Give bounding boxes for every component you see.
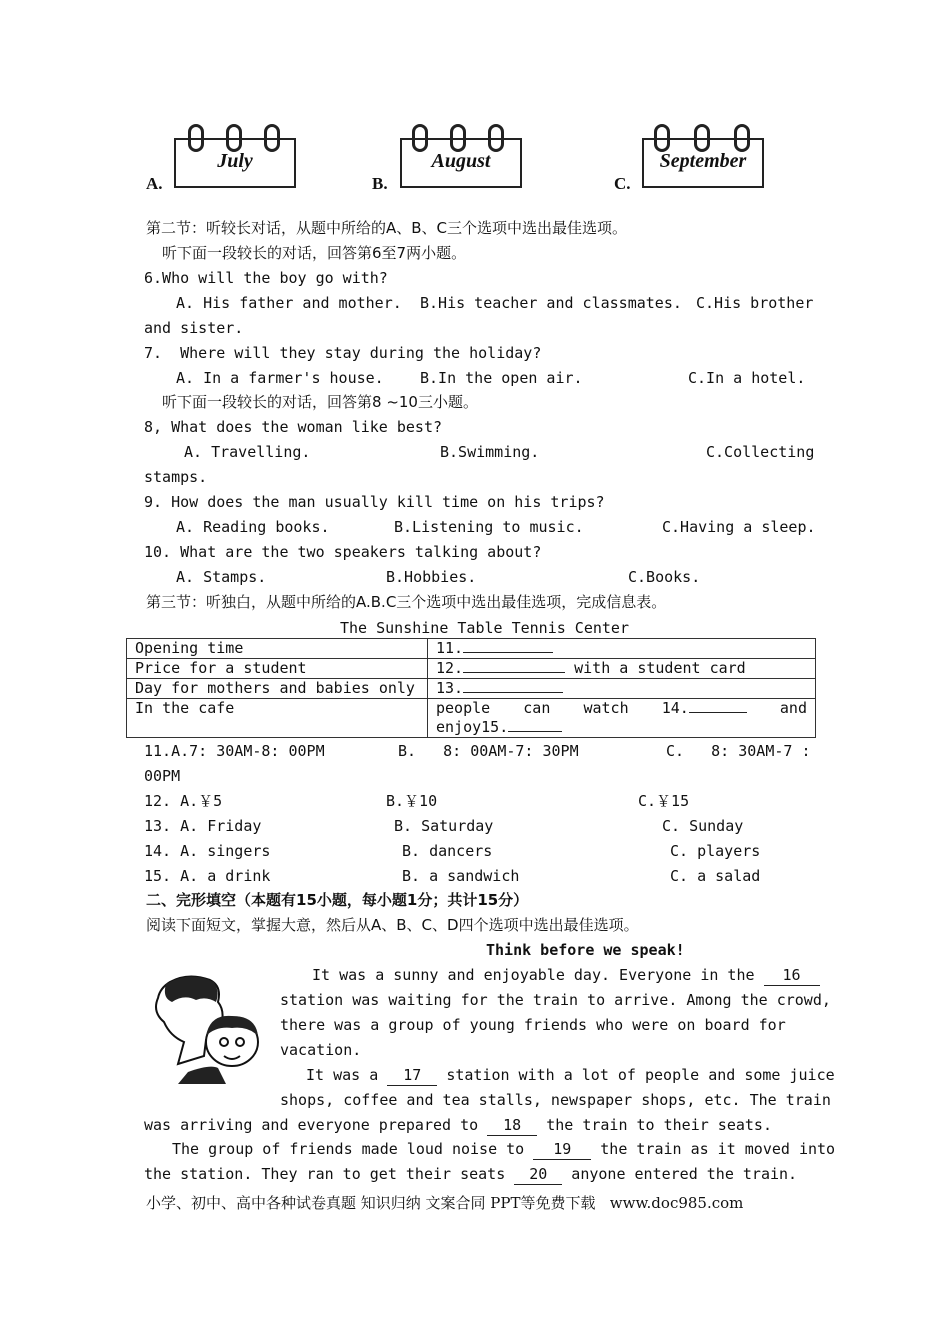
ring-icon xyxy=(734,124,750,152)
q15-option-b: B. a sandwich xyxy=(402,867,520,885)
blank-20: 20 xyxy=(514,1164,562,1185)
cell-text: 11. xyxy=(436,639,464,657)
cell-text: enjoy15. xyxy=(436,718,509,736)
q6-stem: 6.Who will the boy go with? xyxy=(144,269,388,287)
table-cell xyxy=(428,699,816,738)
q9-option-b: B.Listening to music. xyxy=(394,518,584,536)
q10-option-a: A. Stamps. xyxy=(176,568,267,586)
passage-text: It was a sunny and enjoyable day. Everyone in the xyxy=(312,966,755,984)
q9-option-a: A. Reading books. xyxy=(176,518,330,536)
option-letter: A. xyxy=(146,174,163,193)
blank-line xyxy=(463,672,565,673)
passage-line xyxy=(144,1115,772,1136)
table-cell xyxy=(428,639,816,659)
q12-option-c: C.￥15 xyxy=(638,792,690,810)
q10-stem: 10. What are the two speakers talking about? xyxy=(144,543,542,561)
blank-19: 19 xyxy=(533,1139,591,1160)
cell-text: 12. xyxy=(436,659,464,677)
blank-line xyxy=(689,712,747,713)
q6-option-a: A. His father and mother. xyxy=(176,294,402,312)
table-row xyxy=(127,699,816,738)
passage-text: was arriving and everyone prepared to xyxy=(144,1116,479,1134)
q12-option-b: B.￥10 xyxy=(386,792,438,810)
passage-line: vacation. xyxy=(280,1041,362,1059)
q8-option-b: B.Swimming. xyxy=(440,443,540,461)
table-row xyxy=(127,679,816,699)
option-letter: B. xyxy=(372,174,388,193)
q6-option-c: C.His brother xyxy=(696,294,814,312)
passage-text: the train to their seats. xyxy=(546,1116,772,1134)
section3-title: 第三节：听独白，从题中所给的A.B.C三个选项中选出最佳选项，完成信息表。 xyxy=(146,593,667,611)
passage-line xyxy=(172,1139,835,1160)
footer-text: 小学、初中、高中各种试卷真题 知识归纳 文案合同 PPT等免费下载 www.doc985.com xyxy=(146,1194,744,1212)
blank-line xyxy=(463,652,553,653)
q15-option-c: C. a salad xyxy=(670,867,761,885)
table-row xyxy=(127,639,816,659)
calendar-option-c xyxy=(614,118,764,194)
q11-option-a: 11.A.7: 30AM-8: 00PM xyxy=(144,742,325,760)
q7-stem: 7. Where will they stay during the holiday? xyxy=(144,344,542,362)
ring-icon xyxy=(488,124,504,152)
cell-text: and xyxy=(779,699,807,717)
q8-option-a: A. Travelling. xyxy=(184,443,311,461)
passage-line xyxy=(312,965,820,986)
q10-option-b: B.Hobbies. xyxy=(386,568,477,586)
ring-icon xyxy=(226,124,242,152)
table-title: The Sunshine Table Tennis Center xyxy=(340,619,629,637)
section2-intro-2: 听下面一段较长的对话，回答第8 ~10三小题。 xyxy=(162,393,478,411)
ring-icon xyxy=(450,124,466,152)
q8-stem: 8, What does the woman like best? xyxy=(144,418,443,436)
cell-blank-group xyxy=(662,699,747,718)
q6-option-c-cont: and sister. xyxy=(144,319,244,337)
section2-intro-1: 听下面一段较长的对话，回答第6至7两小题。 xyxy=(162,244,467,262)
ring-icon xyxy=(264,124,280,152)
part2-instructions: 阅读下面短文，掌握大意，然后从A、B、C、D四个选项中选出最佳选项。 xyxy=(146,916,639,934)
q11-option-c: C. 8: 30AM-7 : xyxy=(666,742,811,760)
table-cell: Opening time xyxy=(127,639,428,659)
q11-option-b: B. 8: 00AM-7: 30PM xyxy=(398,742,579,760)
cell-line xyxy=(436,699,807,718)
q7-option-a: A. In a farmer's house. xyxy=(176,369,384,387)
passage-text: station with a lot of people and some juice xyxy=(446,1066,835,1084)
q6-option-b: B.His teacher and classmates. xyxy=(420,294,682,312)
q13-option-b: B. Saturday xyxy=(394,817,494,835)
blank-18: 18 xyxy=(487,1115,537,1136)
q7-option-c: C.In a hotel. xyxy=(688,369,806,387)
q11-option-c-cont: 00PM xyxy=(144,767,181,785)
ring-icon xyxy=(694,124,710,152)
passage-text: It was a xyxy=(306,1066,379,1084)
passage-line: station was waiting for the train to arrive. Among the crowd, xyxy=(280,991,831,1009)
q14-option-b: B. dancers xyxy=(402,842,493,860)
q14-option-c: C. players xyxy=(670,842,761,860)
part2-title: 二、完形填空（本题有15小题，每小题1分；共计15分） xyxy=(146,891,529,909)
q7-option-b: B.In the open air. xyxy=(420,369,583,387)
q8-option-c: C.Collecting xyxy=(706,443,815,461)
table-cell: Day for mothers and babies only xyxy=(127,679,428,699)
q10-option-c: C.Books. xyxy=(628,568,701,586)
q14-option-a: 14. A. singers xyxy=(144,842,271,860)
month-label: September xyxy=(659,150,747,172)
ring-icon xyxy=(412,124,428,152)
q15-option-a: 15. A. a drink xyxy=(144,867,271,885)
passage-text: the station. They ran to get their seats xyxy=(144,1165,506,1183)
passage-line xyxy=(144,1164,797,1185)
passage-line: shops, coffee and tea stalls, newspaper shops, etc. The train xyxy=(280,1091,831,1109)
passage-line: there was a group of young friends who were on board for xyxy=(280,1016,786,1034)
table-cell: In the cafe xyxy=(127,699,428,738)
calendar-option-b xyxy=(372,118,522,194)
month-label: August xyxy=(431,150,491,172)
cell-text: 13. xyxy=(436,679,464,697)
q8-option-c-cont: stamps. xyxy=(144,468,208,486)
passage-line xyxy=(306,1065,835,1086)
info-table xyxy=(126,638,816,738)
cell-text: people xyxy=(436,699,491,717)
option-letter: C. xyxy=(614,174,631,193)
ring-icon xyxy=(188,124,204,152)
table-cell: Price for a student xyxy=(127,659,428,679)
cell-text: watch xyxy=(583,699,629,717)
ring-icon xyxy=(654,124,670,152)
q13-option-c: C. Sunday xyxy=(662,817,744,835)
q12-option-a: 12. A.￥5 xyxy=(144,792,223,810)
q9-stem: 9. How does the man usually kill time on his trips? xyxy=(144,493,605,511)
month-label: July xyxy=(217,150,253,172)
cell-text: can xyxy=(523,699,551,717)
blank-line xyxy=(463,692,563,693)
q13-option-a: 13. A. Friday xyxy=(144,817,262,835)
cell-line xyxy=(436,718,807,737)
cell-text: with a student card xyxy=(574,659,746,677)
calendar-option-a xyxy=(146,118,296,194)
passage-text: the train as it moved into xyxy=(600,1140,836,1158)
blank-line xyxy=(508,731,562,732)
section2-title: 第二节：听较长对话，从题中所给的A、B、C三个选项中选出最佳选项。 xyxy=(146,219,628,237)
table-row xyxy=(127,659,816,679)
q9-option-c: C.Having a sleep. xyxy=(662,518,816,536)
illustration-man-and-child xyxy=(148,972,270,1084)
table-cell xyxy=(428,659,816,679)
cell-text: 14. xyxy=(661,699,689,717)
passage-text: anyone entered the train. xyxy=(571,1165,798,1183)
blank-16: 16 xyxy=(764,965,820,986)
shoulders xyxy=(178,1067,226,1084)
blank-17: 17 xyxy=(387,1065,437,1086)
passage-text: The group of friends made loud noise to xyxy=(172,1140,525,1158)
table-cell xyxy=(428,679,816,699)
passage-title: Think before we speak! xyxy=(486,941,685,959)
